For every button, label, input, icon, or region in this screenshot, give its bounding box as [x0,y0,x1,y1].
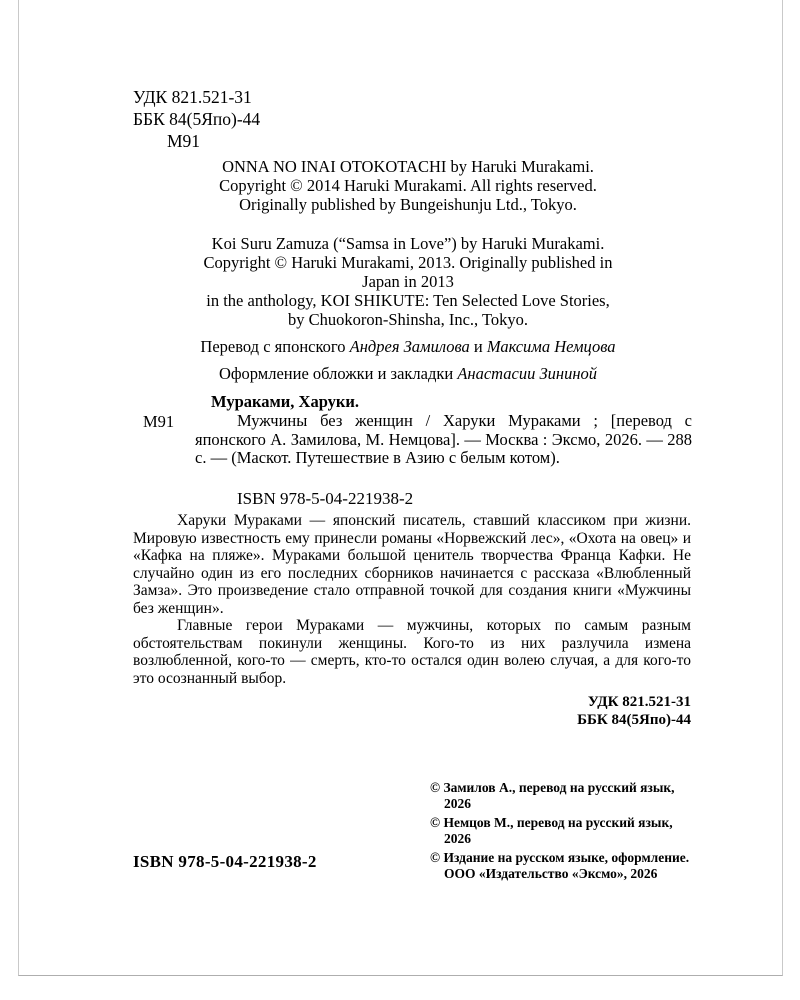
copyright-notices [430,780,698,885]
catalog-author-heading: Мураками, Харуки. [211,392,360,411]
translation-credit-conjunction: и [469,337,487,356]
copyright-line: Japan in 2013 [362,272,454,291]
copyright-line: Originally published by Bungeishunju Ltd., Tokyo. [239,195,577,214]
copyright-line: Copyright © 2014 Haruki Murakami. All rights reserved. [219,176,597,195]
annotation-paragraph: Харуки Мураками — японский писатель, ставший классиком при жизни. Мировую известность ему принесли романы «Норвежский лес», «Охота на овец» и «Кафка на пляже». Мураками большой ценитель творчества Франца Кафки. Не случайно один из его последних сборников начинается с рассказа «Влюбленный Замза». Это произведение стало отправной точкой для создания книги «Мужчины без женщин». [133,512,691,617]
design-credit-prefix: Оформление обложки и закладки [218,364,458,383]
catalog-author-sign: М91 [143,412,175,431]
author-sign: М91 [167,131,201,151]
annotation-block [133,512,691,729]
copyright-line: by Chuokoron-Shinsha, Inc., Tokyo. [287,310,529,329]
copyright-line: ONNA NO INAI OTOKOTACHI by Haruki Murakami. [222,157,594,176]
annotation-paragraph: Главные герои Мураками — мужчины, которых по самым разным обстоятельствам покинули женщины. Кого-то из них разлучила измена возлюбленной, кого-то — смерть, кто-то остался один волею случая, а для кого-то это осознанный выбор. [133,617,691,687]
copyright-notice: © Немцов М., перевод на русский язык, 2026 [430,815,673,846]
original-copyright-block-1 [120,157,696,214]
translator-name: Андрея Замилова [349,337,470,356]
copyright-line: Copyright © Haruki Murakami, 2013. Originally published in [203,253,613,272]
classification-codes-top [133,86,260,152]
udk-code-right: УДК 821.521-31 [587,694,691,710]
udk-code: УДК 821.521-31 [133,87,252,107]
copyright-line: Koi Suru Zamuza (“Samsa in Love”) by Haruki Murakami. [211,234,605,253]
translator-name: Максима Немцова [486,337,616,356]
catalog-isbn: ISBN 978-5-04-221938-2 [237,489,414,508]
design-credit [120,364,696,384]
designer-name: Анастасии Зининой [457,364,598,383]
catalog-description: Мужчины без женщин / Харуки Мураками ; [перевод с японского А. Замилова, М. Немцова]. — Москва : Эксмо, 2026. — 288 с. — (Маскот. Путешествие в Азию с белым котом). [195,411,692,467]
copyright-notice: © Издание на русском языке, оформление. ООО «Издательство «Эксмо», 2026 [430,850,690,881]
copyright-line: in the anthology, KOI SHIKUTE: Ten Selected Love Stories, [206,291,610,310]
bbk-code-right: ББК 84(5Япо)-44 [577,712,691,728]
translation-credit-prefix: Перевод с японского [200,337,350,356]
isbn-bottom: ISBN 978-5-04-221938-2 [133,852,317,871]
translation-credit [120,337,696,357]
copyright-notice: © Замилов А., перевод на русский язык, 2026 [430,780,675,811]
original-copyright-block-2 [120,234,696,329]
bbk-code: ББК 84(5Япо)-44 [133,109,261,129]
classification-codes-right [133,693,691,729]
